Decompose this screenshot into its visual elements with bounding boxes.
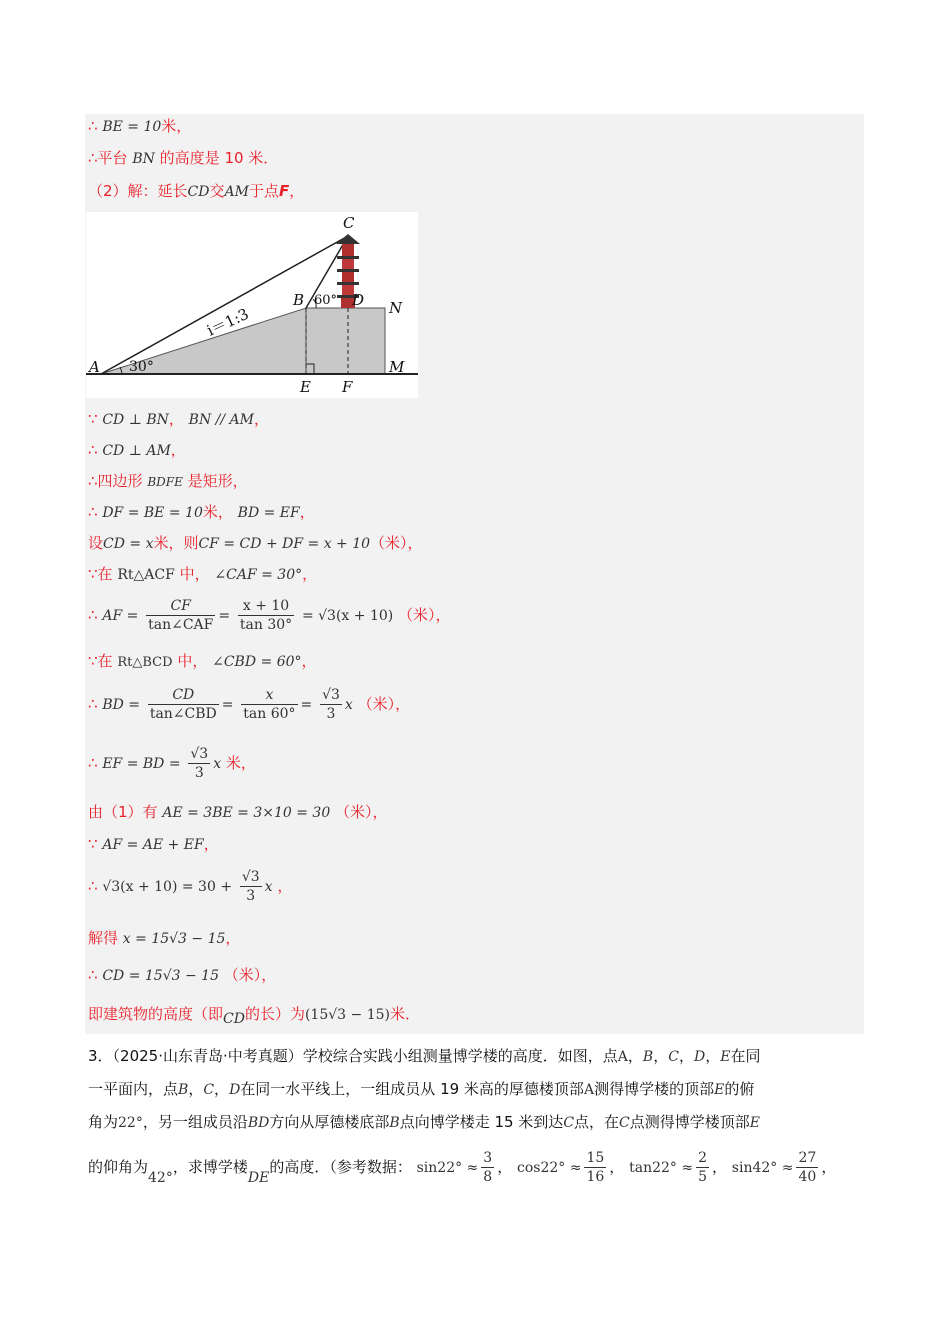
text: 米，则 — [153, 534, 199, 552]
text: ， — [705, 1047, 721, 1065]
solution-line-2 — [88, 148, 278, 169]
text: ， — [301, 652, 317, 670]
math-expression: CD ⊥ BN — [102, 412, 169, 428]
solution-line-17 — [88, 928, 240, 949]
text: ， — [653, 1047, 669, 1065]
math-expression: BDFE — [147, 475, 183, 489]
angle-label-b: 60° — [314, 293, 338, 308]
fraction — [241, 686, 297, 723]
because-symbol: ∵ — [88, 652, 98, 670]
fraction — [584, 1149, 606, 1186]
math-expression: BN // AM — [188, 412, 254, 428]
fraction-denominator: 16 — [586, 1169, 605, 1185]
text: ， — [254, 410, 270, 428]
math-expression: AE = 3BE = 3×10 = 30 — [162, 805, 331, 821]
math-expression: x — [264, 879, 273, 895]
label-c: C — [343, 214, 355, 232]
math-expression: tan22° ≈ — [629, 1160, 694, 1176]
solution-line-11 — [88, 651, 317, 673]
text: 中， — [179, 565, 210, 583]
solution-line-15 — [88, 834, 219, 855]
label-a: A — [89, 358, 100, 376]
fraction — [481, 1149, 494, 1186]
therefore-symbol: ∴ — [88, 877, 98, 895]
solution-line-13 — [88, 745, 256, 782]
question-line-4 — [88, 1149, 836, 1186]
therefore-symbol: ∴ — [88, 754, 98, 772]
math-expression: AF = AE + EF — [102, 837, 204, 853]
because-symbol: ∵ — [88, 565, 98, 583]
math-expression: x — [213, 756, 222, 772]
text: ， — [678, 1047, 694, 1065]
text: 即建筑物的高度（即 — [88, 1005, 224, 1023]
math-expression: = √3(x + 10) — [301, 608, 394, 624]
text: 方向从厚德楼底部 — [269, 1113, 390, 1131]
text: 米． — [389, 1005, 420, 1023]
solution-line-6 — [88, 471, 248, 492]
point-label: E — [749, 1115, 761, 1131]
text: ，求博学楼 — [172, 1158, 248, 1176]
therefore-symbol: ∴ — [88, 695, 98, 713]
point-label: A — [583, 1082, 595, 1098]
math-expression: BD — [247, 1115, 270, 1131]
text: 在同一水平线上，一组成员从 19 米高的厚德楼顶部 — [240, 1080, 584, 1098]
text: ， — [203, 835, 219, 853]
therefore-symbol: ∴ — [88, 472, 98, 490]
text: ， — [188, 1080, 204, 1098]
text: 米， — [202, 503, 233, 521]
math-expression: DF = BE = 10 — [102, 505, 203, 521]
therefore-symbol: ∴ — [88, 503, 98, 521]
text: 由（1）有 — [88, 803, 158, 821]
geometry-figure — [86, 212, 418, 398]
point-label: C — [619, 1115, 630, 1131]
fraction — [146, 597, 215, 634]
math-expression: CD = 15√3 − 15 — [102, 968, 219, 984]
point-label: C — [563, 1115, 575, 1131]
math-expression: CF = CD + DF = x + 10 — [198, 536, 371, 552]
math-expression: BD = EF — [237, 505, 300, 521]
text: 解得 — [88, 929, 119, 947]
text: （2）解：延长 — [88, 182, 188, 200]
fraction-numerator: 2 — [698, 1150, 707, 1166]
text: ， — [712, 1158, 728, 1176]
text: 平台 — [97, 149, 128, 167]
solution-line-12: ∴ BD = $\frac{CD}{\text{tan∠CBD}}$ = $\frac{x}{\tan 60^\circ}$ = $\frac{√3}{3}$ x （米）， — [88, 687, 411, 722]
text: 的仰角为 — [88, 1158, 149, 1176]
text: （米）， — [357, 695, 411, 713]
text: 于点 — [248, 182, 279, 200]
label-m: M — [389, 358, 405, 376]
text: （米）， — [398, 606, 451, 624]
question-line-2 — [88, 1079, 754, 1100]
fraction-numerator: 3 — [483, 1150, 493, 1166]
text: 的长）为 — [244, 1005, 305, 1023]
point-label: B — [178, 1082, 189, 1098]
solution-line-19 — [88, 1004, 420, 1025]
text: ， — [277, 877, 293, 895]
point-label: C — [668, 1049, 679, 1065]
text: 的高度是 10 米． — [159, 149, 279, 167]
text: 在同 — [730, 1047, 761, 1065]
solution-line-3 — [88, 181, 304, 202]
text: 四边形 — [97, 472, 143, 490]
fraction — [240, 868, 262, 905]
text: 角为 — [88, 1113, 119, 1131]
solution-line-18 — [88, 965, 276, 986]
text: ， — [627, 1047, 643, 1065]
text: 是矩形， — [187, 472, 248, 490]
platform-shape — [306, 308, 385, 374]
text: 点向博学楼走 15 米到达 — [399, 1113, 564, 1131]
slope-label: i＝1:3 — [204, 304, 252, 340]
math-expression: BE = 10 — [102, 119, 162, 135]
solution-line-8 — [88, 533, 423, 554]
text: ， — [821, 1158, 837, 1176]
fraction-numerator: CF — [146, 597, 215, 616]
fraction-numerator: √3 — [322, 687, 340, 703]
fraction-numerator: CD — [148, 686, 219, 705]
text: ， — [168, 410, 184, 428]
math-expression: sin22° ≈ — [416, 1160, 479, 1176]
fraction-denominator: tan∠CBD — [149, 706, 217, 722]
math-expression: AM — [224, 184, 249, 200]
math-expression: Rt△ACF — [117, 567, 175, 583]
math-expression: x — [344, 697, 353, 713]
math-expression: Rt△BCD — [117, 655, 173, 670]
text: 点，在 — [574, 1113, 620, 1131]
label-e: E — [300, 378, 311, 396]
question-line-3 — [88, 1112, 760, 1133]
fraction — [696, 1149, 709, 1186]
math-expression: ∠CAF = 30° — [214, 567, 303, 583]
math-expression: x = 15√3 − 15 — [122, 931, 226, 947]
math-expression: cos22° ≈ — [517, 1160, 582, 1176]
solution-line-7 — [88, 502, 315, 523]
therefore-symbol: ∴ — [88, 149, 98, 167]
solution-line-14 — [88, 802, 388, 823]
fraction-denominator: 3 — [326, 706, 336, 722]
solution-line-9 — [88, 564, 317, 585]
text: （米）， — [335, 803, 388, 821]
fraction — [796, 1149, 818, 1186]
point-label: E — [714, 1082, 725, 1098]
text: 的高度．（参考数据： — [269, 1158, 412, 1176]
text: ， — [497, 1158, 513, 1176]
text: （米）， — [223, 966, 277, 984]
because-symbol: ∵ — [88, 410, 98, 428]
fraction-denominator: 3 — [246, 888, 256, 904]
angle-label-a: 30° — [129, 359, 154, 375]
solution-line-5 — [88, 440, 186, 461]
label-n: N — [389, 299, 403, 317]
text: ， — [299, 503, 315, 521]
text: （米）， — [370, 534, 423, 552]
solution-line-1 — [88, 116, 191, 137]
text: 测得博学楼的顶部 — [594, 1080, 715, 1098]
text: ，另一组成员沿 — [142, 1113, 248, 1131]
point-label: C — [203, 1082, 215, 1098]
therefore-symbol: ∴ — [88, 117, 98, 135]
therefore-symbol: ∴ — [88, 441, 98, 459]
text: 设 — [88, 534, 104, 552]
math-expression: sin42° ≈ — [731, 1160, 794, 1176]
math-expression: 42° — [148, 1170, 173, 1186]
fraction — [188, 745, 210, 782]
fraction — [238, 597, 294, 634]
fraction-denominator: 3 — [194, 765, 204, 781]
text: 米， — [161, 117, 192, 135]
solution-line-16 — [88, 868, 292, 905]
solution-line-10: ∴ AF = $\frac{CF}{\text{tan∠CAF}}$ = $\frac{x + 10}{\tan 30^\circ}$ = √3(x + 10) （米）， — [88, 598, 451, 633]
math-expression: 22° — [118, 1115, 143, 1131]
text: 一平面内，点 — [88, 1080, 179, 1098]
math-expression: √3(x + 10) = 30 + — [102, 879, 233, 895]
fraction-denominator: 40 — [798, 1169, 817, 1185]
text: ， — [289, 182, 305, 200]
fraction-denominator: tan 30° — [239, 617, 293, 633]
point-label: A — [617, 1049, 628, 1065]
fraction-numerator: x + 10 — [238, 597, 294, 616]
fraction-numerator: √3 — [241, 869, 260, 885]
point-label: D — [229, 1082, 241, 1098]
text: 中， — [177, 652, 208, 670]
text: ， — [609, 1158, 625, 1176]
point-label: B — [642, 1049, 654, 1065]
fraction — [148, 686, 219, 723]
fraction-numerator: 27 — [798, 1150, 817, 1166]
text: 点测得博学楼顶部 — [629, 1113, 750, 1131]
fraction-numerator: 15 — [586, 1150, 605, 1166]
point-label: D — [693, 1049, 706, 1065]
fraction — [320, 686, 342, 723]
text: ， — [214, 1080, 230, 1098]
therefore-symbol: ∴ — [88, 966, 98, 984]
label-d: D — [352, 291, 365, 309]
fraction-denominator: 8 — [483, 1169, 493, 1185]
math-expression: EF = BD = — [102, 756, 181, 772]
point-label: E — [720, 1049, 731, 1065]
fraction-numerator: x — [241, 686, 297, 705]
fraction-numerator: √3 — [190, 746, 209, 762]
text: 的俯 — [724, 1080, 755, 1098]
text: 3．（2025·山东青岛·中考真题）学校综合实践小组测量博学楼的高度．如图，点 — [88, 1047, 618, 1065]
text: 在 — [97, 652, 113, 670]
fraction-denominator: tan 60° — [243, 706, 296, 722]
fraction-denominator: tan∠CAF — [148, 617, 214, 633]
geometry-diagram — [86, 212, 418, 398]
because-symbol: ∵ — [88, 835, 98, 853]
text: ， — [225, 929, 241, 947]
solution-line-4 — [88, 409, 269, 430]
text: 交 — [209, 182, 225, 200]
text: 米， — [225, 754, 256, 772]
math-expression: AF = — [102, 608, 139, 624]
text: 在 — [97, 565, 113, 583]
label-f: F — [342, 378, 353, 396]
label-b: B — [293, 291, 305, 309]
math-expression: CD — [223, 1011, 245, 1027]
math-expression: (15√3 − 15) — [304, 1007, 390, 1023]
fraction-denominator: 5 — [698, 1169, 707, 1185]
point-label: B — [389, 1115, 400, 1131]
math-expression: CD = x — [103, 536, 154, 552]
math-expression: DE — [247, 1170, 270, 1186]
math-expression: F — [278, 182, 290, 200]
therefore-symbol: ∴ — [88, 606, 98, 624]
math-expression: CD — [187, 184, 210, 200]
math-expression: BN — [132, 151, 155, 167]
question-line-1 — [88, 1046, 760, 1067]
text: ， — [302, 565, 318, 583]
math-expression: ∠CBD = 60° — [212, 654, 302, 670]
math-expression: CD ⊥ AM — [102, 443, 171, 459]
math-expression: BD = — [102, 697, 141, 713]
text: ， — [170, 441, 186, 459]
